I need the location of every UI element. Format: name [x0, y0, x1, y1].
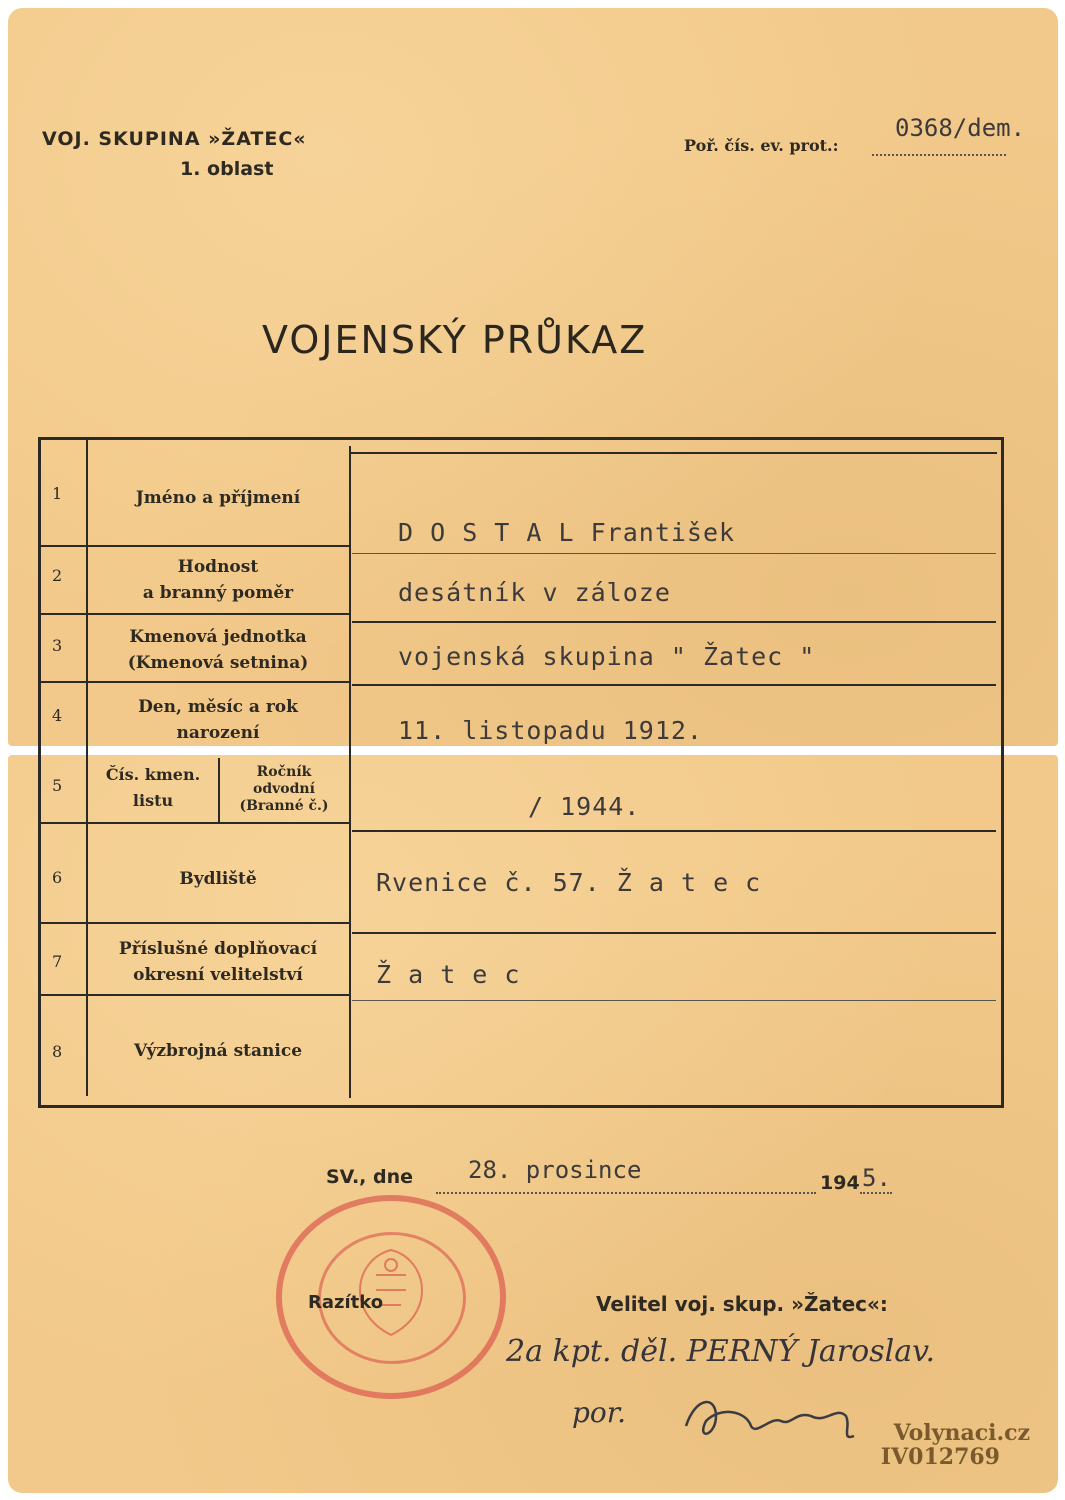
label-rank-line2: a branný poměr: [142, 583, 294, 603]
protocol-label: Poř. čís. ev. prot.:: [684, 136, 839, 155]
label-rank-line1: Hodnost: [177, 557, 259, 577]
label-birth-line1: Den, měsíc a rok: [138, 697, 298, 717]
value-rule-2: [352, 621, 996, 623]
value-unit: vojenská skupina " Žatec ": [398, 642, 816, 671]
watermark-id: IV012769: [880, 1444, 1000, 1470]
unit-heading: VOJ. SKUPINA »ŽATEC«: [42, 128, 307, 150]
watermark-site: Volynaci.cz: [893, 1420, 1030, 1446]
row-sep-1: [40, 545, 349, 547]
value-rule-5: [352, 830, 996, 832]
protocol-dotted-line: [872, 154, 1006, 156]
row-sep-7: [40, 994, 349, 996]
row-number: 1: [52, 484, 63, 503]
year-dotted-line: [860, 1192, 892, 1194]
handwritten-signature: [676, 1386, 866, 1456]
row-number: 6: [52, 868, 63, 887]
row-number: 3: [52, 636, 63, 655]
value-draft: / 1944.: [528, 792, 641, 821]
row-sep-6: [40, 922, 349, 924]
stamp-label: Razítko: [308, 1292, 384, 1313]
label-record-line1: Čís. kmen.: [105, 765, 201, 784]
label-command-line2: okresní velitelství: [133, 965, 303, 985]
value-rule-3: [352, 684, 996, 686]
value-birth: 11. listopadu 1912.: [398, 716, 703, 745]
value-residence: Rvenice č. 57. Ž a t e c: [376, 868, 762, 897]
value-top-rule: [349, 452, 997, 454]
table-divider-label: [349, 446, 351, 1098]
value-command: Ž a t e c: [376, 960, 521, 989]
label-name: Jméno a příjmení: [135, 488, 301, 508]
place-label: SV., dne: [326, 1166, 414, 1188]
commander-name: 2a kpt. děl. PERNÝ Jaroslav.: [506, 1334, 936, 1369]
label-birth-line2: narození: [176, 723, 260, 743]
label-draft-line2: odvodní: [253, 781, 315, 797]
region-heading: 1. oblast: [180, 158, 274, 180]
row-number: 7: [52, 952, 63, 971]
value-rule-1: [352, 553, 996, 554]
row-number: 2: [52, 566, 63, 585]
label-record-line2: listu: [132, 791, 174, 810]
label-residence: Bydliště: [179, 869, 257, 889]
commander-label: Velitel voj. skup. »Žatec«:: [596, 1292, 888, 1316]
protocol-number: 0368/dem.: [895, 114, 1026, 142]
signature-prefix: por.: [572, 1396, 626, 1429]
value-rule-7: [352, 1000, 996, 1001]
date-value: 28. prosince: [468, 1156, 642, 1184]
label-armament: Výzbrojná stanice: [133, 1041, 303, 1061]
row-number: 5: [52, 776, 63, 795]
label-unit-line2: (Kmenová setnina): [127, 653, 309, 673]
row-number: 4: [52, 706, 63, 725]
row-sep-5: [40, 822, 349, 824]
year-suffix: 5.: [862, 1164, 891, 1192]
row-sep-2: [40, 613, 349, 615]
row-number: 8: [52, 1042, 63, 1061]
label-command-line1: Příslušné doplňovací: [118, 939, 318, 959]
year-prefix: 194: [820, 1172, 860, 1194]
label-draft-line1: Ročník: [256, 764, 312, 780]
value-name: D O S T A L František: [398, 518, 736, 547]
label-draft-line3: (Branné č.): [239, 798, 329, 814]
value-rule-6: [352, 932, 996, 934]
value-rank: desátník v záloze: [398, 578, 671, 607]
document-title: VOJENSKÝ PRŮKAZ: [262, 318, 648, 362]
label-unit-line1: Kmenová jednotka: [129, 627, 307, 647]
row-sep-3: [40, 681, 349, 683]
date-dotted-line: [436, 1192, 816, 1194]
